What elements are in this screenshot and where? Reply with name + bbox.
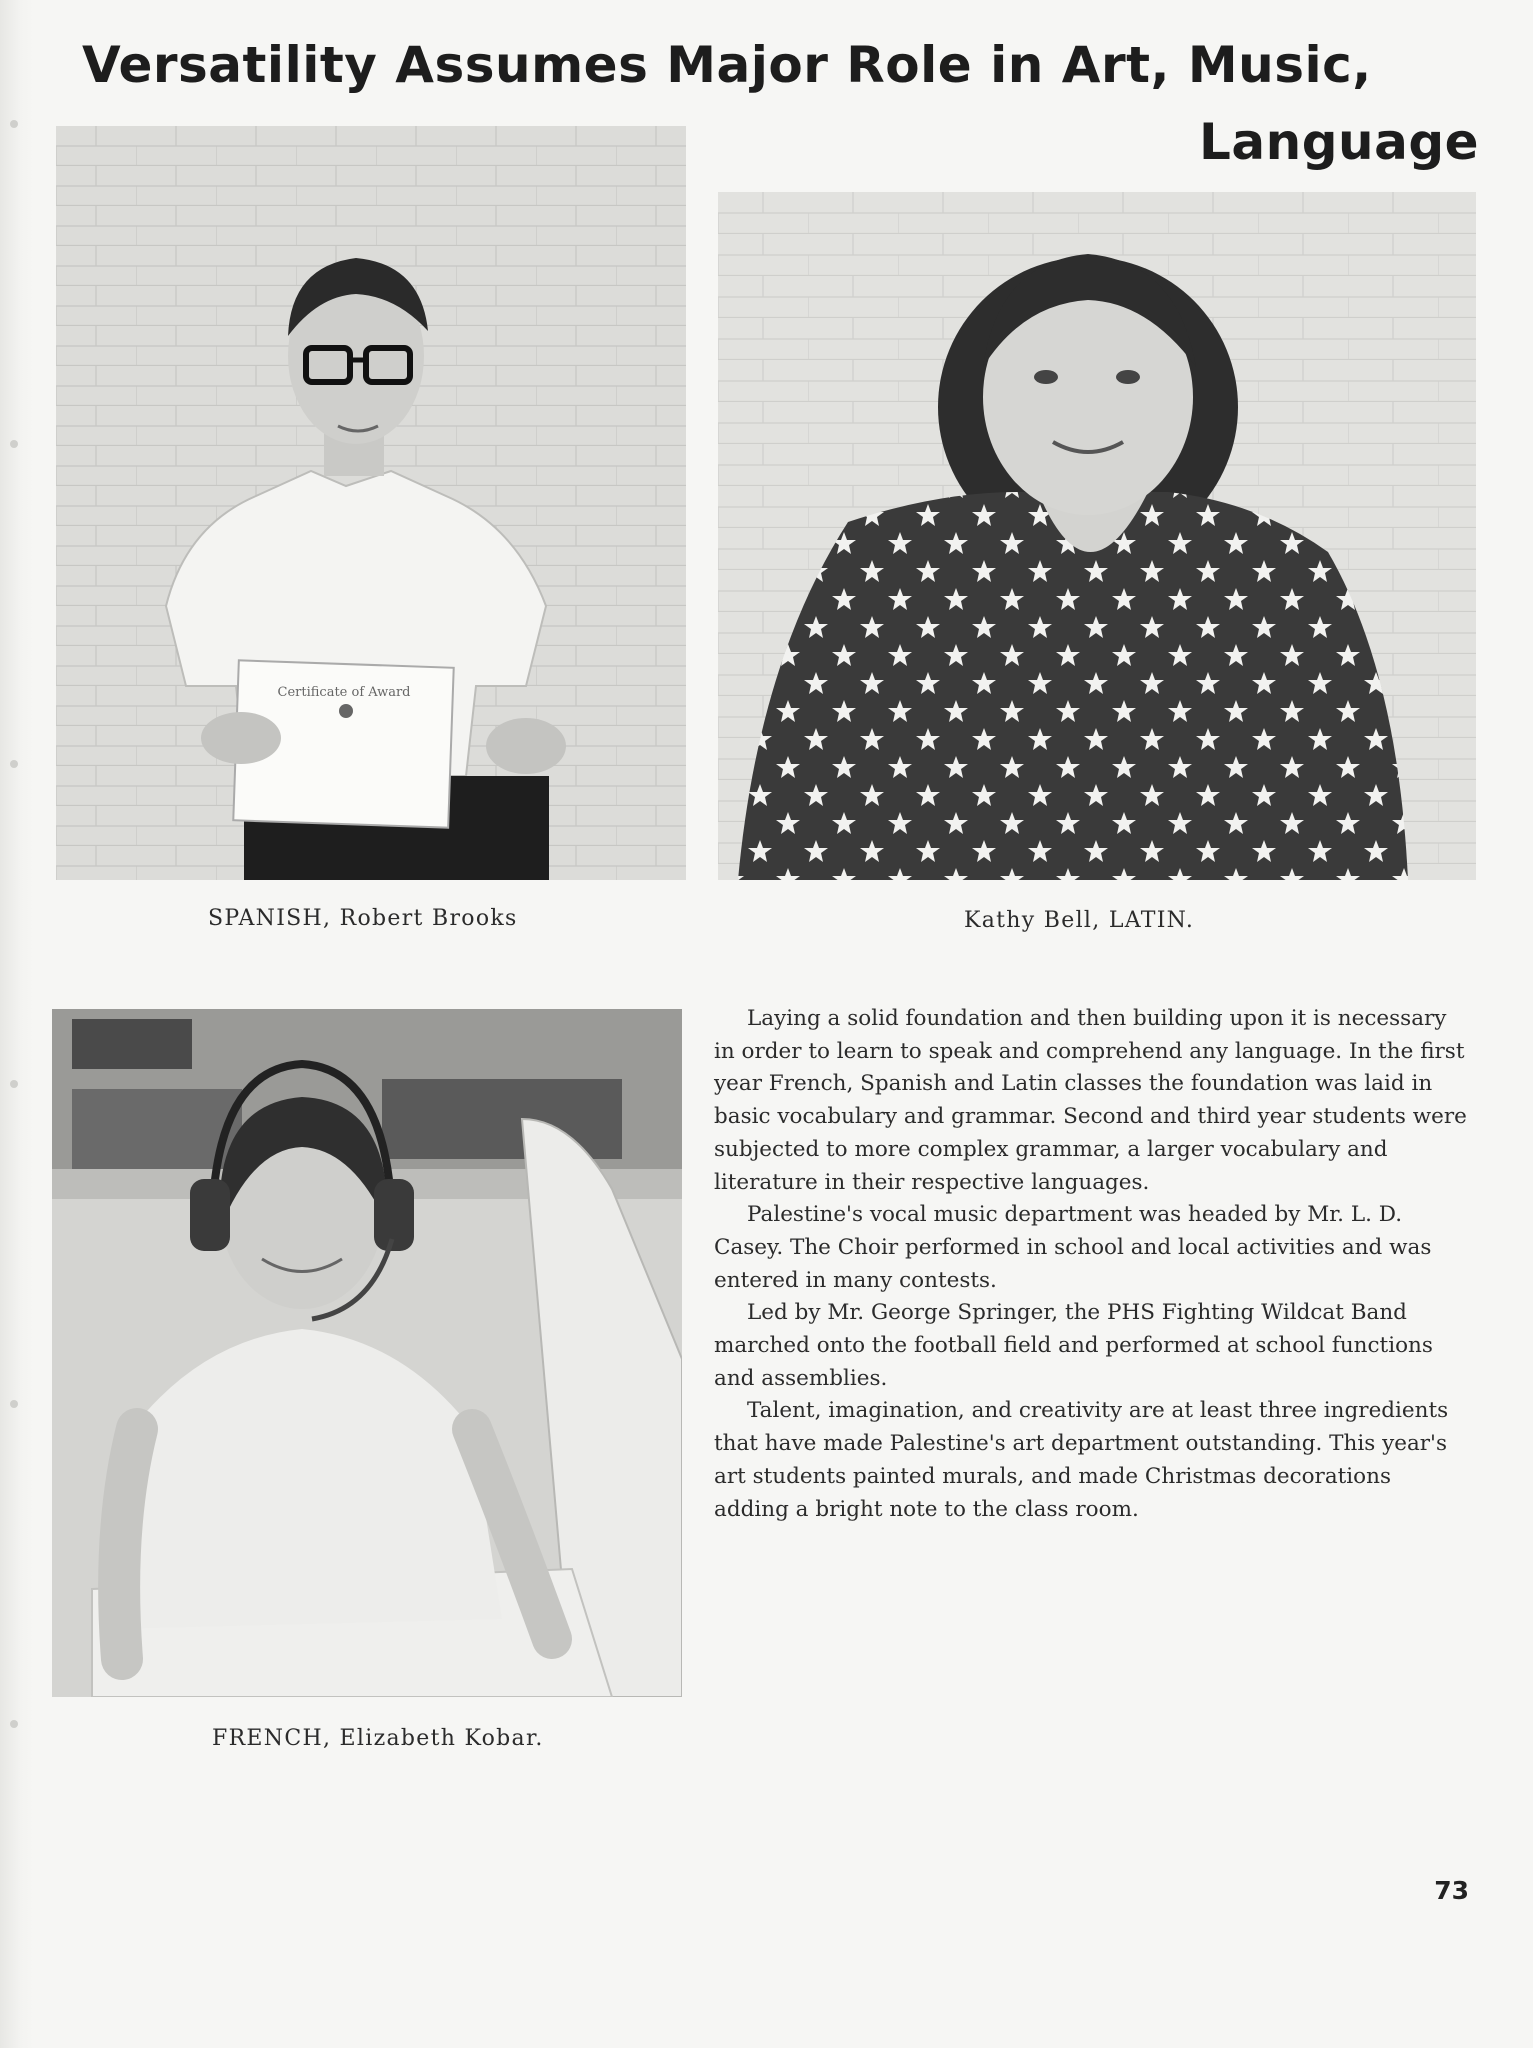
photo-elizabeth-kobar [52,1009,682,1697]
page-number: 73 [1434,1876,1469,1905]
photo-caption: Kathy Bell, LATIN. [964,908,1195,933]
photo-robert-brooks [56,126,686,880]
photo-caption: SPANISH, Robert Brooks [208,906,518,931]
binding-hole [10,1080,18,1088]
article-body [714,1003,1470,1526]
page-title-line-1: Versatility Assumes Major Role in Art, Music, [82,36,1372,94]
binding-hole [10,1400,18,1408]
binding-hole [10,440,18,448]
binding-edge [0,0,34,2048]
article-paragraph: Palestine's vocal music department was headed by Mr. L. D. Casey. The Choir performed in school and local activities and was entered in many contests. [714,1202,1432,1293]
page-title-line-2: Language [1199,113,1480,171]
article-paragraph: Talent, imagination, and creativity are at least three ingredients that have made Palestine's art department outstanding. This year's art students painted murals, and made Christmas decorations adding a bright note to the class room. [714,1398,1449,1522]
binding-hole [10,1720,18,1728]
photo-caption: FRENCH, Elizabeth Kobar. [212,1726,544,1751]
photo-kathy-bell [718,192,1476,880]
article-paragraph: Laying a solid foundation and then building upon it is necessary in order to learn to speak and comprehend any language. In the first year French, Spanish and Latin classes the foundation was laid in basic vocabulary and grammar. Second and third year students were subjected to more complex grammar, a larger vocabulary and literature in their respective languages. [714,1006,1467,1195]
article-paragraph: Led by Mr. George Springer, the PHS Fighting Wildcat Band marched onto the football field and performed at school functions and assemblies. [714,1300,1433,1391]
binding-hole [10,120,18,128]
binding-hole [10,760,18,768]
certificate-label: Certificate of Award [277,685,411,700]
